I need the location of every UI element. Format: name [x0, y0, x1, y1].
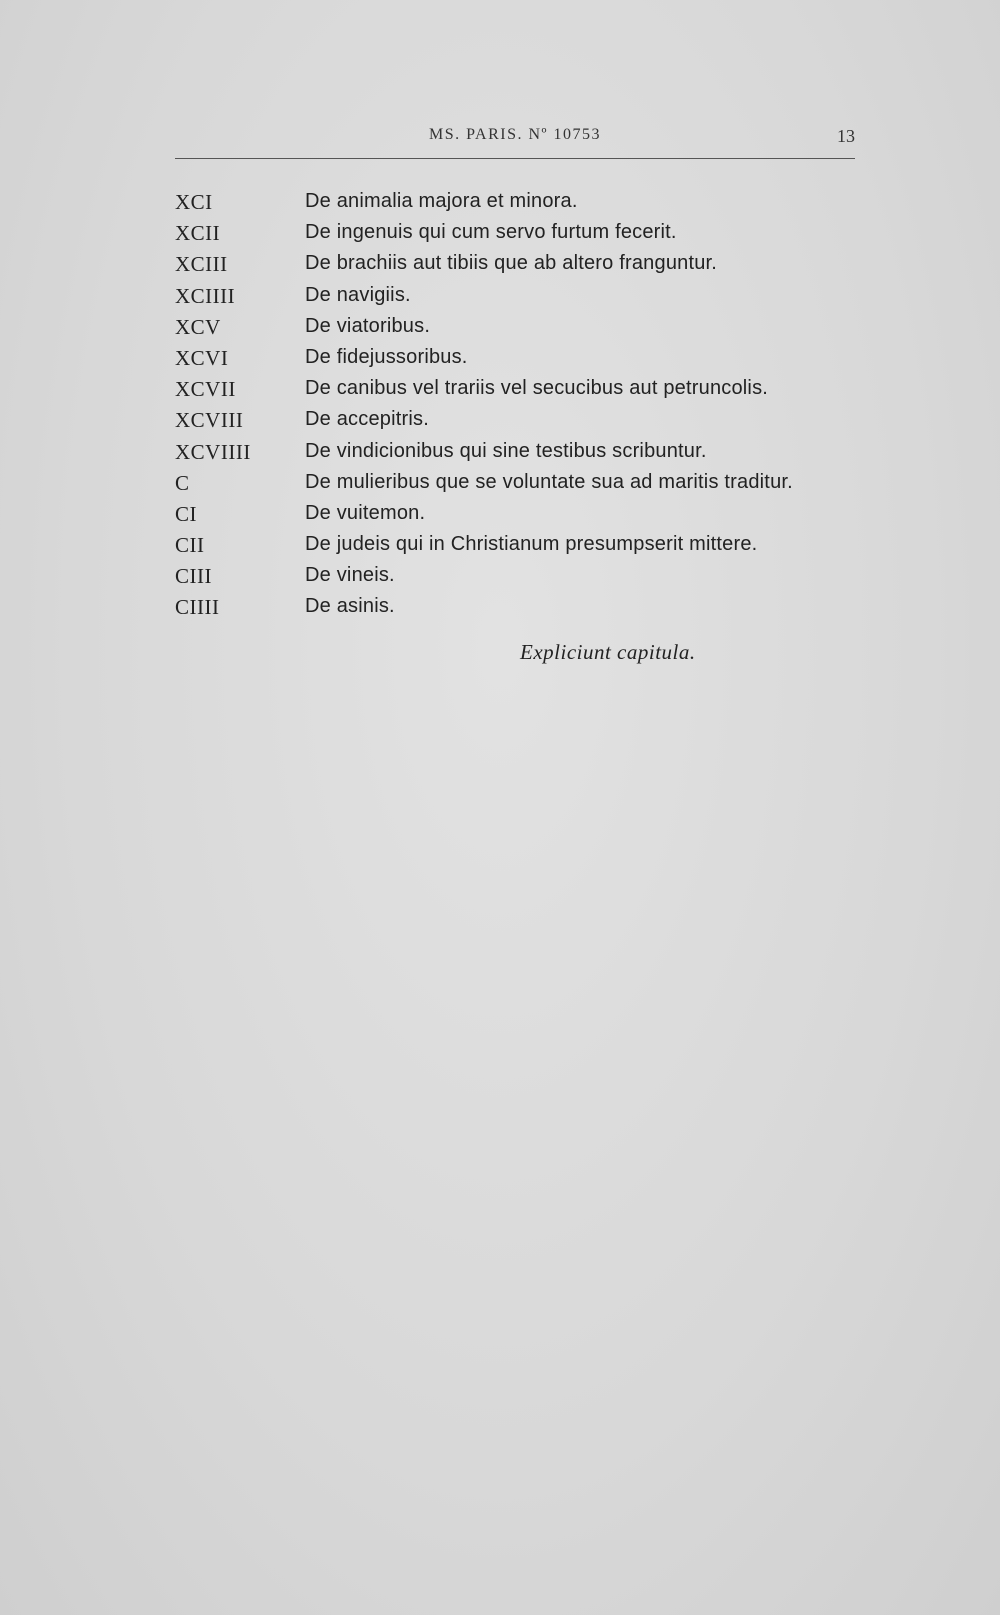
chapter-number: XCVIIII: [175, 439, 251, 464]
list-item: [175, 408, 875, 439]
chapter-number: CIIII: [175, 595, 220, 620]
chapter-number: C: [175, 470, 190, 495]
chapter-title: De canibus vel trariis vel secucibus aut petruncolis.: [305, 377, 769, 400]
chapter-list: [175, 190, 875, 627]
chapter-number: XCII: [175, 221, 221, 246]
chapter-title: De navigiis.: [305, 283, 411, 306]
chapter-title: De judeis qui in Christianum presumpserit mittere.: [305, 533, 758, 556]
list-item: [175, 471, 875, 502]
chapter-number: XCIII: [175, 252, 228, 277]
chapter-number: XCV: [175, 314, 221, 339]
chapter-title: De accepitris.: [305, 408, 429, 431]
chapter-number: XCIIII: [175, 283, 236, 308]
chapter-number: CI: [175, 501, 197, 526]
chapter-title: De vuitemon.: [305, 501, 426, 524]
running-title: MS. PARIS. Nº 10753: [428, 126, 602, 143]
list-item: [175, 346, 875, 377]
list-item: [175, 440, 875, 471]
chapter-title: De asinis.: [305, 595, 395, 618]
list-item: [175, 315, 875, 346]
list-item: [175, 377, 875, 408]
list-item: [175, 564, 875, 595]
chapter-number: CII: [175, 533, 205, 558]
list-item: [175, 252, 875, 283]
chapter-number: XCVII: [175, 377, 236, 402]
list-item: [175, 595, 875, 626]
chapter-title: De ingenuis qui cum servo furtum fecerit.: [305, 221, 677, 244]
chapter-title: De vineis.: [305, 564, 395, 587]
chapter-title: De brachiis aut tibiis que ab altero franguntur.: [305, 252, 718, 275]
page-number: 13: [837, 126, 855, 146]
chapter-title: De vindicionibus qui sine testibus scribuntur.: [305, 439, 707, 462]
chapter-title: De viatoribus.: [305, 314, 431, 337]
page-header: [175, 124, 855, 159]
chapter-title: De fidejussoribus.: [305, 345, 468, 368]
chapter-number: XCVIII: [175, 408, 244, 433]
list-item: [175, 533, 875, 564]
list-item: [175, 284, 875, 315]
chapter-title: De animalia majora et minora.: [305, 190, 578, 212]
chapter-number: XCVI: [175, 345, 229, 370]
chapter-title: De mulieribus que se voluntate sua ad maritis traditur.: [305, 470, 793, 493]
explicit-line: Expliciunt capitula.: [520, 640, 696, 664]
chapter-number: CIII: [175, 564, 212, 589]
list-item: [175, 221, 875, 252]
list-item: [175, 190, 875, 221]
chapter-number: XCI: [175, 190, 213, 214]
list-item: [175, 502, 875, 533]
